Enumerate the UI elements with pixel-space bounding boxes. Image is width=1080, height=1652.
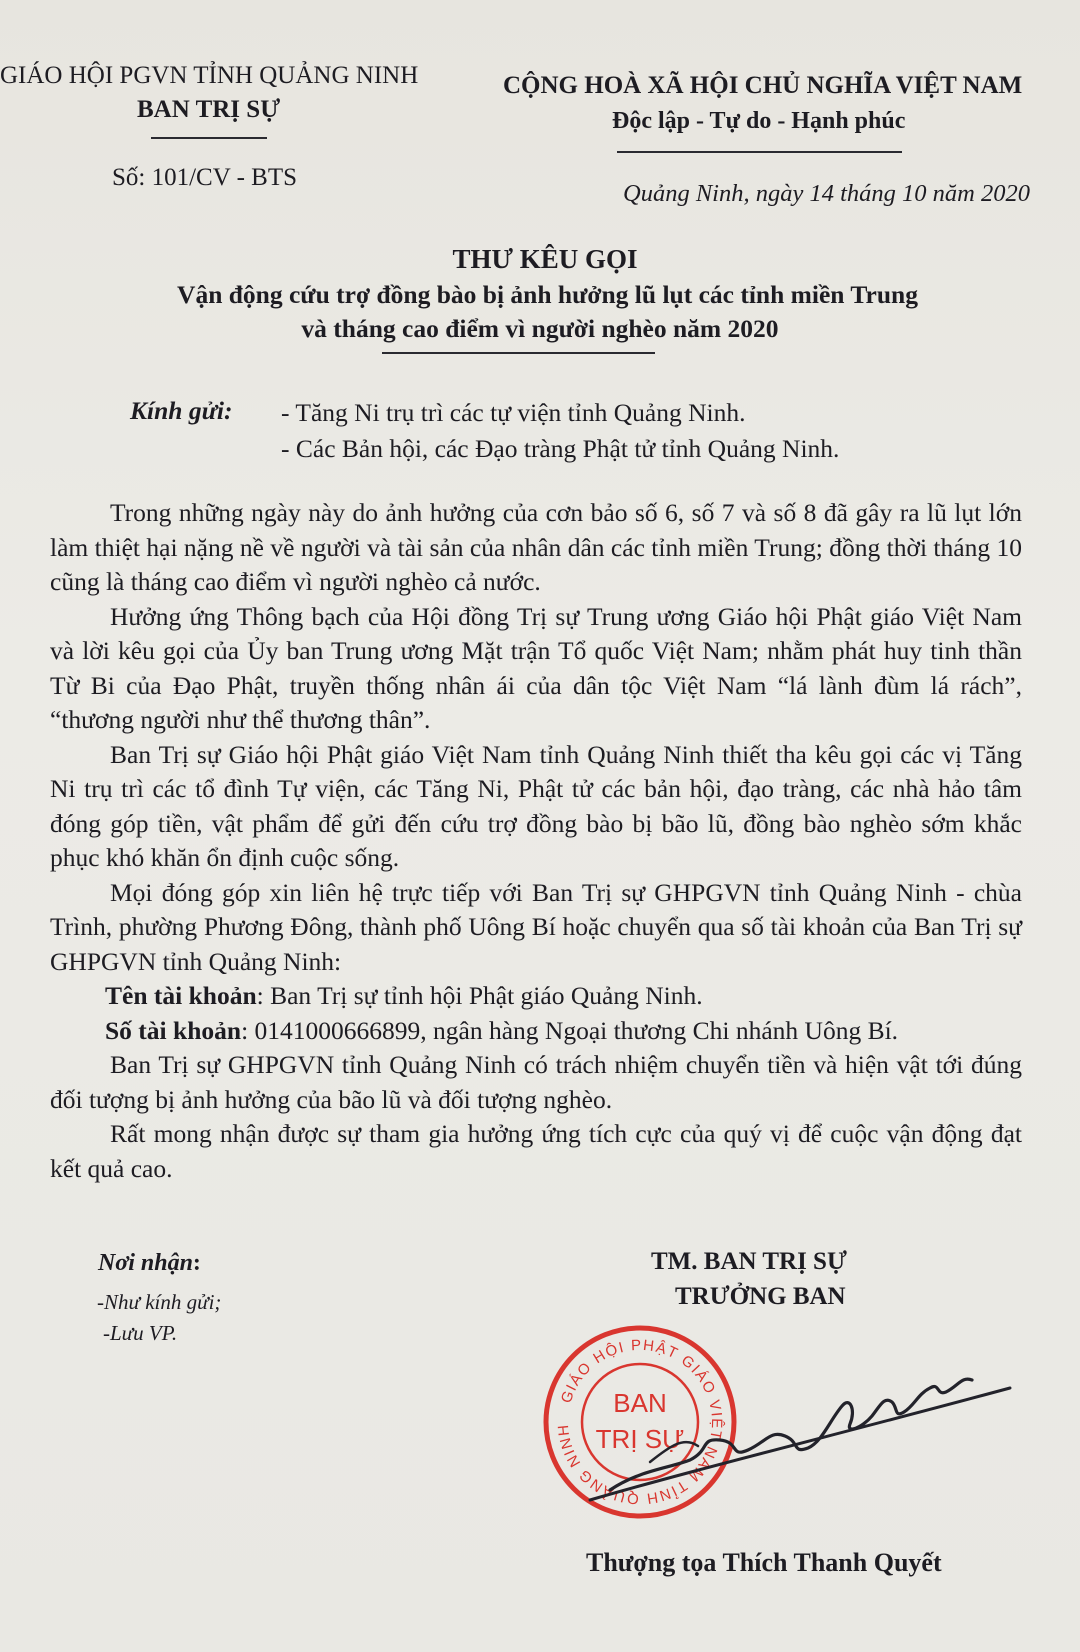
- body-paragraph: Trong những ngày này do ảnh hưởng của cơn bảo số 6, số 7 và số 8 đã gây ra lũ lụt lớn làm thiệt hại nặng nề về người và tài sản của nhân dân các tỉnh miền Trung; đồng thời tháng 10 cũng là tháng cao điểm vì người nghèo cả nước.: [50, 498, 1022, 596]
- signer-name: Thượng tọa Thích Thanh Quyết: [586, 1548, 942, 1577]
- letter-title: THƯ KÊU GỌI: [452, 244, 638, 274]
- recipients-label: Kính gửi:: [130, 396, 233, 425]
- title-underline: [382, 352, 655, 354]
- body-paragraph: Hưởng ứng Thông bạch của Hội đồng Trị sự Trung ương Giáo hội Phật giáo Việt Nam và lời kêu gọi của Ủy ban Trung ương Mặt trận Tổ quốc Việt Nam; nhằm phát huy tinh thần Từ Bi của Đạo Phật, truyền thống nhân ái của dân tộc Việt Nam “lá lành đùm lá rách”, “thương người như thể thương thân”.: [50, 601, 1022, 734]
- motto-underline: [617, 151, 902, 153]
- signature-title-2: TRƯỞNG BAN: [675, 1283, 846, 1310]
- letter-body: [50, 496, 1022, 1186]
- body-paragraph: Ban Trị sự GHPGVN tỉnh Quảng Ninh có trách nhiệm chuyển tiền và hiện vật tới đúng đối tượng bị ảnh hưởng của bão lũ và đối tượng nghèo.: [50, 1050, 1022, 1114]
- letter-subtitle-2: và tháng cao điểm vì người nghèo năm 2020: [301, 314, 779, 343]
- org-name: GIÁO HỘI PGVN TỈNH QUẢNG NINH: [0, 62, 419, 89]
- account-number-value: : 0141000666899, ngân hàng Ngoại thương Chi nhánh Uông Bí.: [241, 1015, 899, 1045]
- signature-title-1: TM. BAN TRỊ SỰ: [651, 1248, 847, 1275]
- org-department: BAN TRỊ SỰ: [137, 96, 281, 123]
- seal-ring-text: GIÁO HỘI PHẬT GIÁO VIỆT NAM TỈNH QUẢNG NINH: [554, 1336, 726, 1508]
- account-name-value: : Ban Trị sự tỉnh hội Phật giáo Quảng Ninh.: [256, 981, 703, 1010]
- account-name-label: Tên tài khoản: [105, 981, 257, 1010]
- letter-subtitle-1: Vận động cứu trợ đồng bào bị ảnh hưởng lũ lụt các tỉnh miền Trung: [177, 280, 918, 309]
- account-number-label: Số tài khoản: [105, 1015, 242, 1045]
- recipient-item: - Tăng Ni trụ trì các tự viện tỉnh Quảng Ninh.: [281, 398, 746, 427]
- recipient-item: - Các Bản hội, các Đạo tràng Phật tử tỉnh Quảng Ninh.: [281, 434, 840, 463]
- footer-recipients-label: Nơi nhận:: [98, 1250, 201, 1276]
- footer-recipient-item: -Lưu VP.: [103, 1321, 178, 1345]
- seal-center-line-1: BAN: [613, 1388, 667, 1418]
- nation-motto: Độc lập - Tự do - Hạnh phúc: [612, 108, 906, 134]
- footer-recipient-item: -Như kính gửi;: [97, 1290, 222, 1314]
- account-number: [50, 1014, 1022, 1049]
- body-paragraph: Ban Trị sự Giáo hội Phật giáo Việt Nam tỉnh Quảng Ninh thiết tha kêu gọi các vị Tăng Ni trụ trì các tổ đình Tự viện, các Tăng Ni, Phật tử các bản hội, đạo tràng, các nhà hảo tâm đóng góp tiền, vật phẩm để gửi đến cứu trợ đồng bào bị bão lũ, đồng bào nghèo sớm khắc phục khó khăn ổn định cuộc sống.: [50, 739, 1022, 872]
- document-number: Số: 101/CV - BTS: [112, 164, 297, 191]
- body-paragraph: Rất mong nhận được sự tham gia hưởng ứng tích cực của quý vị để cuộc vận động đạt kết quả cao.: [50, 1119, 1022, 1183]
- nation-title: CỘNG HOÀ XÃ HỘI CHỦ NGHĨA VIỆT NAM: [503, 72, 1023, 99]
- handwritten-signature: [580, 1350, 1020, 1510]
- place-date: Quảng Ninh, ngày 14 tháng 10 năm 2020: [623, 180, 1030, 207]
- body-paragraph: Mọi đóng góp xin liên hệ trực tiếp với Ban Trị sự GHPGVN tỉnh Quảng Ninh - chùa Trình, phường Phương Đông, thành phố Uông Bí hoặc chuyển qua số tài khoản của Ban Trị sự GHPGVN tỉnh Quảng Ninh:: [50, 877, 1022, 976]
- org-underline: [151, 137, 267, 139]
- account-name: [50, 979, 1022, 1014]
- seal-center-line-2: TRỊ SỰ: [595, 1424, 685, 1454]
